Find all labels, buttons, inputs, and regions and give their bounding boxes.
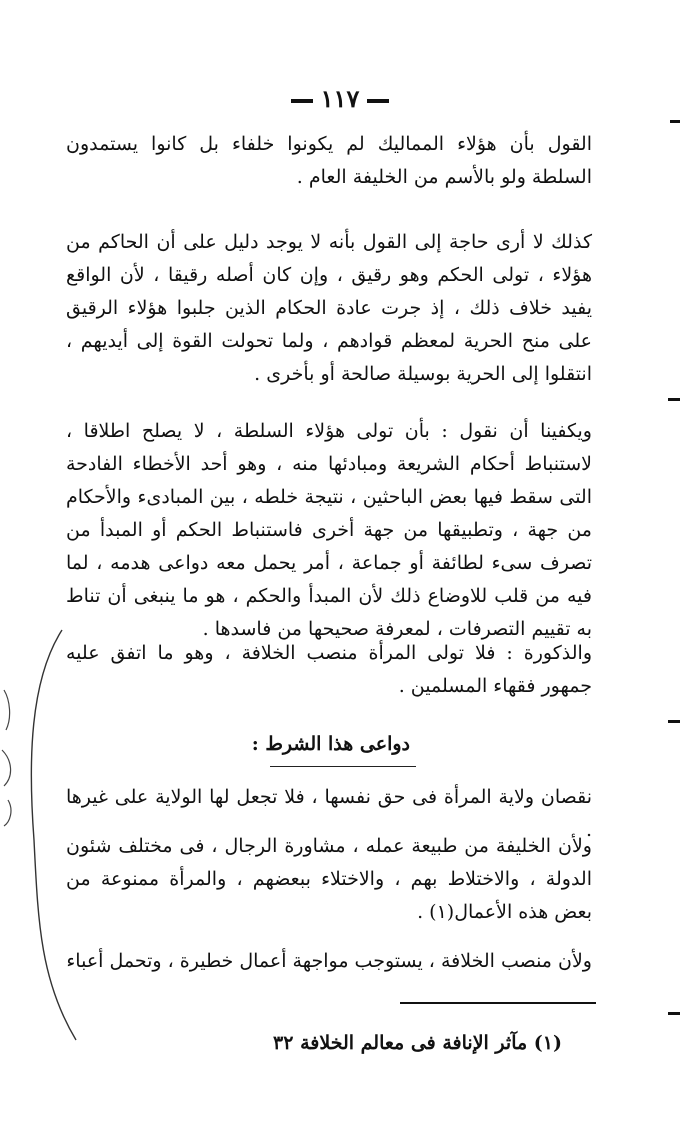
section-heading-underline: [270, 766, 416, 767]
paragraph-4: والذكورة : فلا تولى المرأة منصب الخلافة ، وهو ما اتفق عليه جمهور فقهاء المسلمين .: [66, 642, 592, 697]
paragraph-7: ولأن منصب الخلافة ، يستوجب مواجهة أعمال خطيرة ، وتحمل أعباء: [66, 950, 592, 972]
margin-tick-top: [670, 120, 680, 123]
paragraph-5: نقصان ولاية المرأة فى حق نفسها ، فلا تجعل لها الولاية على غيرها .: [66, 786, 592, 841]
page-number-dash-right: [367, 99, 389, 103]
paragraph-3: ويكفينا أن نقول : بأن تولى هؤلاء السلطة ، لا يصلح اطلاقا ، لاستنباط أحكام الشريعة ومبادئها منه ، وهو أحد الأخطاء الفادحة التى سقط فيها بعض الباحثين ، نتيجة خلطه ، بين المبادىء والأحكام من جهة ، وتطبيقها من جهة أخرى فاستنباط الحكم أو المبدأ من تصرف سىء لطائفة أو جماعة ، أمر يحمل معه دواعى هدمه ، لما فيه من قلب للاوضاع ذلك لأن المبدأ والحكم ، هو ما ينبغى أن تناط به تقييم التصرفات ، لمعرفة صحيحها من فاسدها .: [66, 420, 592, 640]
footnote-divider: [400, 1002, 596, 1004]
page-number-dash-left: [291, 99, 313, 103]
paragraph-2: كذلك لا أرى حاجة إلى القول بأنه لا يوجد دليل على أن الحاكم من هؤلاء ، تولى الحكم وهو رقيق ، وإن كان أصله رقيقا ، لأن الواقع يفيد خلاف ذلك ، إذ جرت عادة الحكام الذين جلبوا هؤلاء الرقيق على منح الحرية لمعظم قوادهم ، ولما تحولت القوة إلى أيديهم ، انتقلوا إلى الحرية بوسيلة صالحة أو بأخرى .: [66, 231, 592, 385]
page-number-text: ١١٧: [320, 84, 360, 113]
margin-tick-middle: [668, 398, 680, 401]
footnote: (١) مآثر الإنافة فى معالم الخلافة ٣٢: [273, 1032, 562, 1054]
margin-tick-lower: [668, 720, 680, 723]
page-number: [0, 84, 680, 113]
margin-tick-bottom: [668, 1012, 680, 1015]
section-heading: دواعى هذا الشرط :: [251, 733, 410, 755]
paragraph-6: ولأن الخليفة من طبيعة عمله ، مشاورة الرجال ، فى مختلف شئون الدولة ، والاختلاط بهم ، والاختلاء ببعضهم ، والمرأة ممنوعة من بعض هذه الأعمال(١) .: [66, 835, 592, 923]
paragraph-1: القول بأن هؤلاء المماليك لم يكونوا خلفاء بل كانوا يستمدون السلطة ولو بالأسم من الخليفة العام .: [66, 133, 592, 188]
handwritten-margin-scribble: [0, 600, 90, 1070]
